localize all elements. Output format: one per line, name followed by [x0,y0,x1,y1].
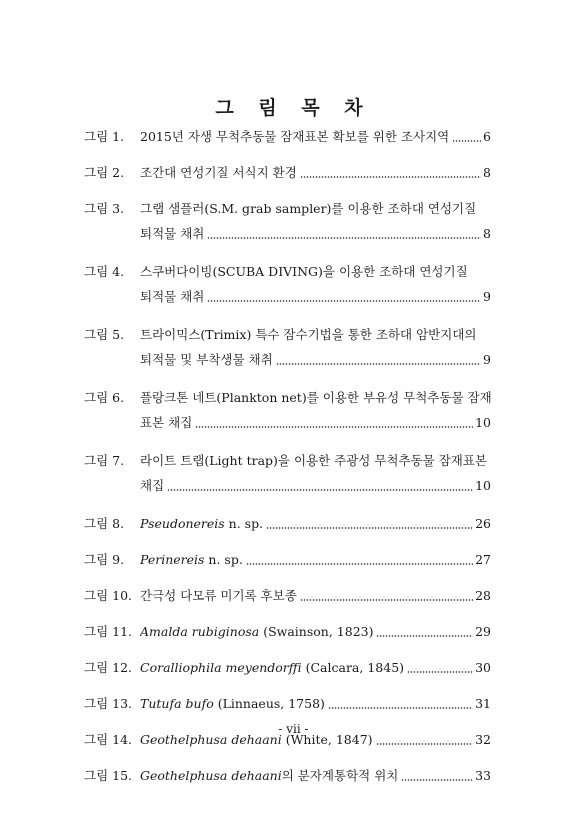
figure-caption [140,659,404,676]
page-footer-number: - vii - [278,722,309,736]
toc-entry[interactable] [84,767,491,784]
figure-caption-continued: 채집 [140,478,165,493]
dot-leader [167,489,473,491]
species-name: Amalda rubiginosa [140,624,260,639]
page-number: 29 [475,624,491,639]
toc-entry[interactable] [84,164,491,181]
page-title: 그 림 목 차 [215,97,372,119]
toc-entry[interactable] [84,326,491,368]
figure-number: 그림 5. [84,327,125,342]
species-name: Tutufa bufo [140,696,214,711]
dot-leader [266,527,473,529]
toc-entry[interactable] [84,587,491,604]
page-number: 10 [475,415,491,430]
dot-leader [207,300,481,302]
figure-caption-continued: 퇴적물 채취 [140,226,205,241]
figure-caption-continued: 퇴적물 채취 [140,289,205,304]
toc-entry[interactable] [84,128,491,145]
species-authority: (White, 1847) [281,732,373,747]
species-name: Geothelphusa dehaani [140,732,282,747]
toc-entry[interactable] [84,515,491,532]
figure-number: 그림 10. [84,588,133,603]
species-qualifier: n. sp. [224,516,264,531]
page-number: 28 [475,588,491,603]
figure-caption: 2015년 자생 무척추동물 잠재표본 확보를 위한 조사지역 [140,129,450,144]
page-number: 10 [475,478,491,493]
caption-text: 의 분자계통학적 위치 [281,768,399,783]
figure-caption: 트라이믹스(Trimix) 특수 잠수기법을 통한 조하대 암반지대의 [140,327,477,342]
dot-leader [195,426,473,428]
figure-number: 그림 4. [84,264,125,279]
toc-entry[interactable] [84,263,491,305]
page-number: 27 [475,552,491,567]
dot-leader [376,743,474,745]
figure-caption: 스쿠버다이빙(SCUBA DIVING)을 이용한 조하대 연성기질 [140,264,468,279]
dot-leader [407,671,473,673]
dot-leader [328,707,473,709]
toc-entry[interactable] [84,695,491,712]
figure-number: 그림 15. [84,768,133,783]
figure-number: 그림 6. [84,390,125,405]
dot-leader [207,237,481,239]
page-number: 9 [483,289,491,304]
toc-entry[interactable] [84,389,491,431]
species-name: Perinereis [140,552,205,567]
species-authority: (Calcara, 1845) [301,660,405,675]
toc-entry[interactable] [84,200,491,242]
species-qualifier: n. sp. [204,552,243,567]
page-number: 6 [483,129,491,144]
figure-caption: 플랑크톤 네트(Plankton net)를 이용한 부유성 무척추동물 잠재 [140,390,492,405]
figure-caption [140,767,398,784]
figure-number: 그림 8. [84,516,125,531]
dot-leader [376,635,473,637]
dot-leader [246,563,473,565]
toc-entry[interactable] [84,551,491,568]
toc-entry[interactable] [84,659,491,676]
figure-caption [140,551,243,568]
figure-caption: 간극성 다모류 미기록 후보종 [140,588,297,603]
page-number: 8 [483,165,491,180]
species-authority: (Swainson, 1823) [259,624,374,639]
figure-caption-continued: 표본 채집 [140,415,193,430]
species-name: Coralliophila meyendorffi [140,660,302,675]
page-number: 30 [475,660,491,675]
figure-number: 그림 13. [84,696,133,711]
page-number: 32 [475,732,491,747]
figure-caption [140,695,325,712]
page-number: 26 [475,516,491,531]
figure-caption: 조간대 연성기질 서식지 환경 [140,165,297,180]
species-name: Pseudonereis [140,516,225,531]
dot-leader [300,599,473,601]
figure-number: 그림 12. [84,660,133,675]
page-number: 9 [483,352,491,367]
figure-number: 그림 7. [84,453,125,468]
page-number: 8 [483,226,491,241]
toc-entry[interactable] [84,452,491,494]
figure-number: 그림 11. [84,624,133,639]
species-authority: (Linnaeus, 1758) [213,696,325,711]
figure-caption: 라이트 트랩(Light trap)을 이용한 주광성 무척추동물 잠재표본 [140,453,487,468]
table-of-figures [84,128,491,803]
figure-caption [140,623,373,640]
figure-number: 그림 2. [84,165,125,180]
toc-entry[interactable] [84,623,491,640]
species-name: Geothelphusa dehaani [140,768,282,783]
figure-caption-continued: 퇴적물 및 부착생물 채취 [140,352,273,367]
figure-number: 그림 14. [84,732,133,747]
dot-leader [276,363,481,365]
page-number: 31 [475,696,491,711]
figure-caption: 그랩 샘플러(S.M. grab sampler)를 이용한 조하대 연성기질 [140,201,477,216]
dot-leader [452,140,481,142]
page-number: 33 [475,768,491,783]
figure-number: 그림 3. [84,201,125,216]
figure-number: 그림 1. [84,129,125,144]
figure-number: 그림 9. [84,552,125,567]
dot-leader [401,779,473,781]
dot-leader [300,176,481,178]
figure-caption [140,515,263,532]
